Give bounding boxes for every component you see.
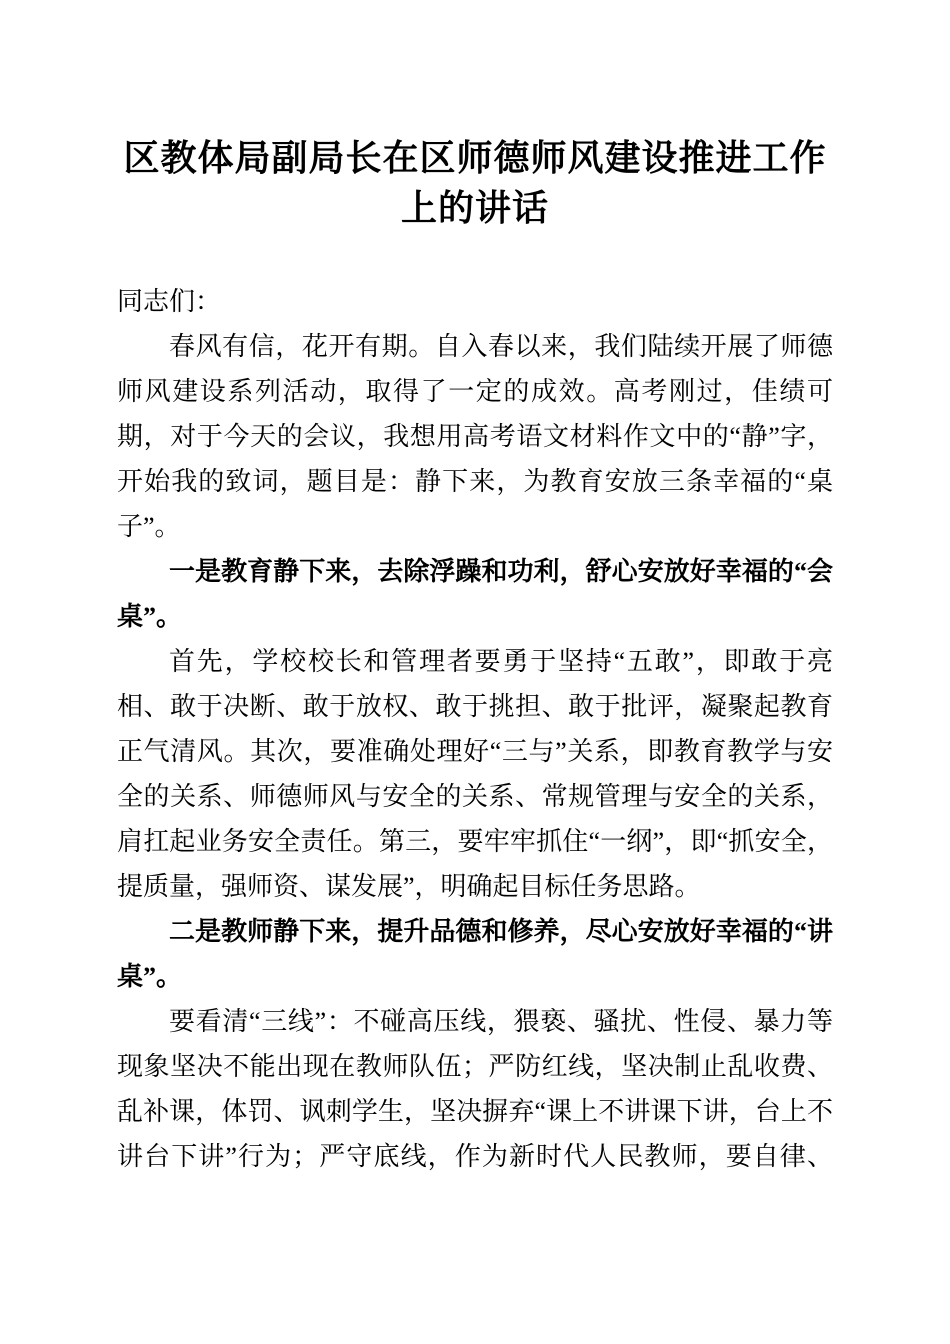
paragraph: 春风有信，花开有期。自入春以来，我们陆续开展了师德师风建设系列活动，取得了一定的成效。高考刚过，佳绩可期，对于今天的会议，我想用高考语文材料作文中的“静”字，开始我的致词，题目是：静下来，为教育安放三条幸福的“桌子”。: [117, 332, 833, 541]
paragraph: 一是教育静下来，去除浮躁和功利，舒心安放好幸福的“会桌”。: [117, 557, 833, 631]
paragraph: 要看清“三线”：不碰高压线，猥亵、骚扰、性侵、暴力等现象坚决不能出现在教师队伍；严防红线，坚决制止乱收费、乱补课，体罚、讽刺学生，坚决摒弃“课上不讲课下讲，台上不讲台下讲”行为；严守底线，作为新时代人民教师，要自律、: [117, 1007, 833, 1171]
document-body: [117, 279, 833, 1179]
document-title: 区教体局副局长在区师德师风建设推进工作上的讲话: [123, 138, 827, 228]
paragraph: 二是教师静下来，提升品德和修养，尽心安放好幸福的“讲桌”。: [117, 917, 833, 991]
paragraph: 同志们：: [117, 287, 222, 316]
paragraph: 首先，学校校长和管理者要勇于坚持“五敢”，即敢于亮相、敢于决断、敢于放权、敢于挑担、敢于批评，凝聚起教育正气清风。其次，要准确处理好“三与”关系，即教育教学与安全的关系、师德师风与安全的关系、常规管理与安全的关系，肩扛起业务安全责任。第三，要牢牢抓住“一纲”，即“抓安全，提质量，强师资、谋发展”，明确起目标任务思路。: [117, 647, 833, 901]
